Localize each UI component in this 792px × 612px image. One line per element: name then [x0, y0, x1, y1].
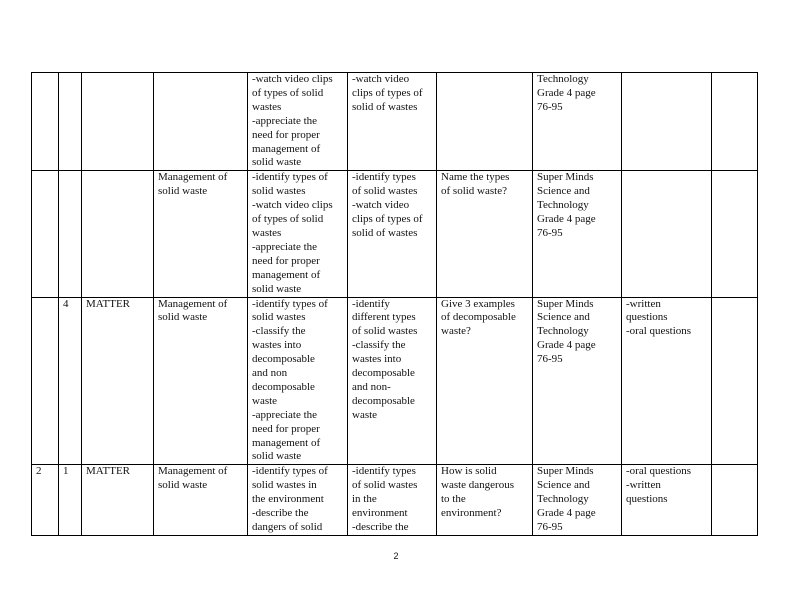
assessment-cell: -oral questions -written questions	[622, 465, 712, 536]
sub-strand-cell: Management of solid waste	[154, 171, 248, 297]
week-cell: 2	[32, 465, 59, 536]
table-row	[32, 297, 758, 465]
outcomes-cell: -identify types of solid wastes in the environment -describe the dangers of solid	[248, 465, 348, 536]
remarks-cell	[712, 297, 758, 465]
week-cell	[32, 73, 59, 171]
inquiry-cell: Name the types of solid waste?	[437, 171, 533, 297]
sub-strand-cell: Management of solid waste	[154, 465, 248, 536]
experiences-cell: -identify types of solid wastes -watch video clips of types of solid of wastes	[348, 171, 437, 297]
outcomes-cell: -watch video clips of types of solid wastes -appreciate the need for proper management of solid waste	[248, 73, 348, 171]
resources-cell: Super Minds Science and Technology Grade 4 page 76-95	[533, 465, 622, 536]
sub-strand-cell	[154, 73, 248, 171]
sub-strand-cell: Management of solid waste	[154, 297, 248, 465]
table-row	[32, 171, 758, 297]
table-row	[32, 73, 758, 171]
experiences-cell: -watch video clips of types of solid of wastes	[348, 73, 437, 171]
resources-cell: Super Minds Science and Technology Grade 4 page 76-95	[533, 297, 622, 465]
strand-cell: MATTER	[82, 297, 154, 465]
remarks-cell	[712, 171, 758, 297]
resources-cell: Technology Grade 4 page 76-95	[533, 73, 622, 171]
page-number: 2	[393, 551, 399, 561]
inquiry-cell: Give 3 examples of decomposable waste?	[437, 297, 533, 465]
remarks-cell	[712, 465, 758, 536]
assessment-cell	[622, 171, 712, 297]
lesson-cell: 1	[59, 465, 82, 536]
assessment-cell	[622, 73, 712, 171]
scheme-of-work-table	[31, 72, 758, 536]
strand-cell: MATTER	[82, 465, 154, 536]
experiences-cell: -identify different types of solid wastes -classify the wastes into decomposable and non- decomposable waste	[348, 297, 437, 465]
week-cell	[32, 297, 59, 465]
outcomes-cell: -identify types of solid wastes -classify the wastes into decomposable and non decomposable waste -appreciate the need for proper management of solid waste	[248, 297, 348, 465]
strand-cell	[82, 73, 154, 171]
resources-cell: Super Minds Science and Technology Grade 4 page 76-95	[533, 171, 622, 297]
week-cell	[32, 171, 59, 297]
outcomes-cell: -identify types of solid wastes -watch video clips of types of solid wastes -appreciate the need for proper management of solid waste	[248, 171, 348, 297]
assessment-cell: -written questions -oral questions	[622, 297, 712, 465]
lesson-cell: 4	[59, 297, 82, 465]
experiences-cell: -identify types of solid wastes in the environment -describe the	[348, 465, 437, 536]
lesson-cell	[59, 171, 82, 297]
inquiry-cell: How is solid waste dangerous to the environment?	[437, 465, 533, 536]
strand-cell	[82, 171, 154, 297]
lesson-cell	[59, 73, 82, 171]
remarks-cell	[712, 73, 758, 171]
inquiry-cell	[437, 73, 533, 171]
table-row	[32, 465, 758, 536]
